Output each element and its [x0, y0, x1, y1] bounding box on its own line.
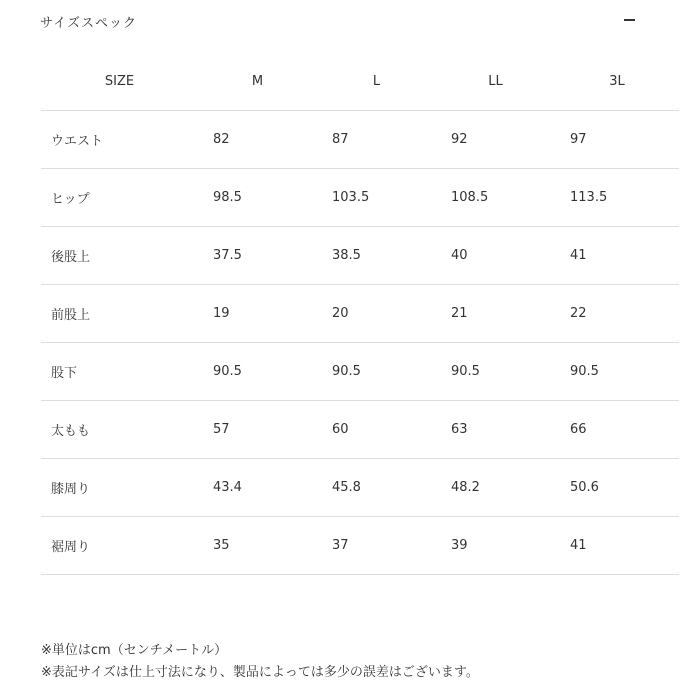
table-cell: 41	[555, 227, 679, 285]
table-cell: 60	[317, 401, 436, 459]
table-cell: 41	[555, 517, 679, 575]
row-label: 膝周り	[41, 459, 198, 517]
table-row	[41, 401, 679, 459]
table-row	[41, 227, 679, 285]
table-cell: 19	[198, 285, 317, 343]
header-ll: LL	[436, 52, 555, 111]
size-notes	[41, 640, 479, 684]
table-cell: 87	[317, 111, 436, 169]
row-label: 前股上	[41, 285, 198, 343]
table-cell: 113.5	[555, 169, 679, 227]
minus-icon[interactable]	[624, 19, 635, 21]
table-cell: 21	[436, 285, 555, 343]
header-l: L	[317, 52, 436, 111]
table-cell: 90.5	[555, 343, 679, 401]
table-row	[41, 169, 679, 227]
header-m: M	[198, 52, 317, 111]
table-cell: 20	[317, 285, 436, 343]
size-spec-title: サイズスペック	[40, 16, 137, 31]
table-cell: 35	[198, 517, 317, 575]
table-cell: 82	[198, 111, 317, 169]
table-row	[41, 459, 679, 517]
table-cell: 40	[436, 227, 555, 285]
unit-note: ※単位はcm（センチメートル）	[41, 643, 228, 658]
table-cell: 38.5	[317, 227, 436, 285]
table-header-row	[41, 52, 679, 111]
row-label: ウエスト	[41, 111, 198, 169]
table-cell: 39	[436, 517, 555, 575]
row-label: 裾周り	[41, 517, 198, 575]
row-label: 股下	[41, 343, 198, 401]
table-cell: 90.5	[198, 343, 317, 401]
table-row	[41, 111, 679, 169]
size-spec-accordion-header[interactable]	[40, 8, 640, 32]
header-3l: 3L	[555, 52, 679, 111]
table-cell: 37.5	[198, 227, 317, 285]
table-cell: 92	[436, 111, 555, 169]
tolerance-note: ※表記サイズは仕上寸法になり、製品によっては多少の誤差はございます。	[41, 665, 479, 680]
table-cell: 50.6	[555, 459, 679, 517]
table-cell: 22	[555, 285, 679, 343]
table-cell: 66	[555, 401, 679, 459]
table-cell: 63	[436, 401, 555, 459]
table-cell: 97	[555, 111, 679, 169]
table-cell: 98.5	[198, 169, 317, 227]
table-row	[41, 343, 679, 401]
table-cell: 48.2	[436, 459, 555, 517]
table-cell: 45.8	[317, 459, 436, 517]
table-cell: 108.5	[436, 169, 555, 227]
table-cell: 37	[317, 517, 436, 575]
table-row	[41, 517, 679, 575]
table-cell: 103.5	[317, 169, 436, 227]
size-spec-table	[41, 52, 679, 575]
row-label: 太もも	[41, 401, 198, 459]
table-cell: 43.4	[198, 459, 317, 517]
header-size: SIZE	[41, 52, 198, 111]
table-cell: 90.5	[436, 343, 555, 401]
table-cell: 90.5	[317, 343, 436, 401]
table-row	[41, 285, 679, 343]
table-cell: 57	[198, 401, 317, 459]
row-label: 後股上	[41, 227, 198, 285]
row-label: ヒップ	[41, 169, 198, 227]
